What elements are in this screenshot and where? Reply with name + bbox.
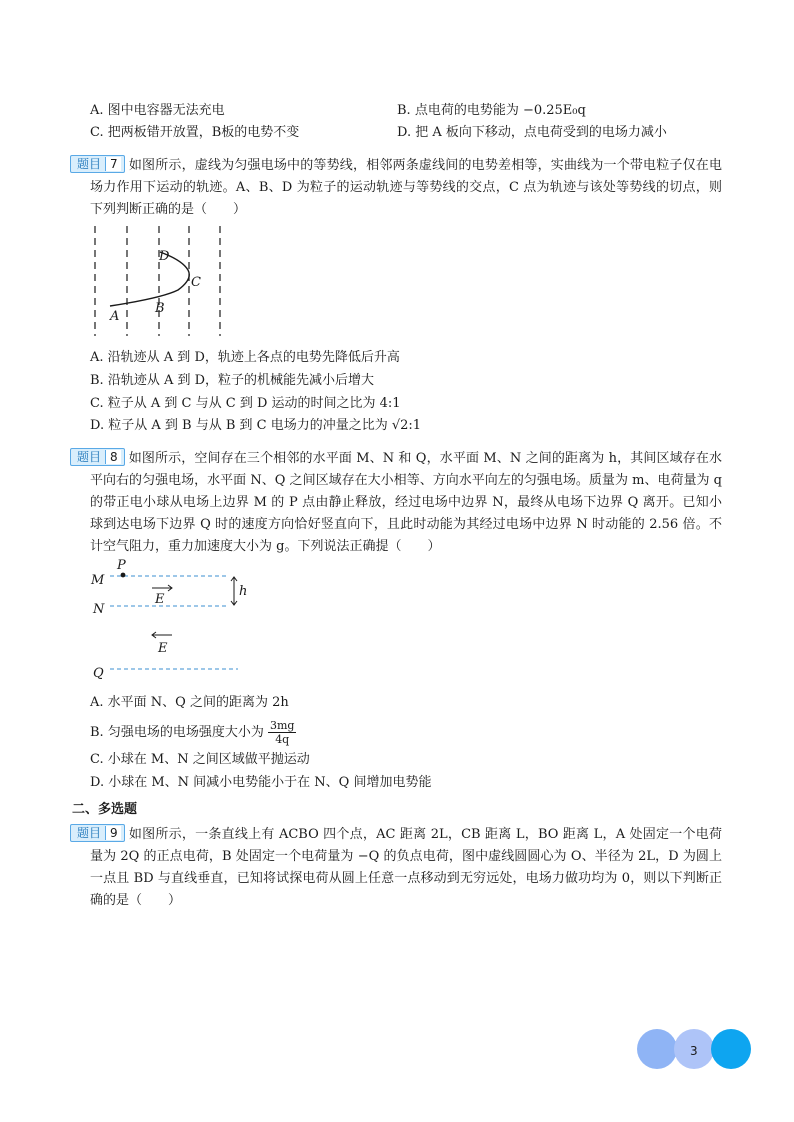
q7-figure bbox=[90, 222, 230, 340]
page-circle-left bbox=[637, 1029, 677, 1069]
field-e-left-label: E bbox=[158, 641, 168, 656]
point-p-dot bbox=[121, 573, 126, 578]
field-e-right-label: E bbox=[155, 592, 165, 607]
page-circle-right bbox=[711, 1029, 751, 1069]
q6-option-a: A. 图中电容器无法充电 bbox=[90, 103, 225, 118]
q8-figure bbox=[88, 556, 258, 682]
q8-option-c: C. 小球在 M、N 之间区域做平抛运动 bbox=[90, 752, 310, 767]
plane-m-label: M bbox=[91, 573, 105, 588]
q7-option-c: C. 粒子从 A 到 C 与从 C 到 D 运动的时间之比为 4:1 bbox=[90, 396, 401, 411]
point-p-label: P bbox=[117, 558, 126, 573]
point-a-label: A bbox=[110, 309, 120, 324]
q9-stem: 题目 9 如图所示，一条直线上有 ACBO 四个点，AC 距离 2L，CB 距离 L，BO 距离 L，A 处固定一个电荷量为 2Q 的正点电荷，B 处固定一个电荷量为 −Q 的负点电荷，图中虚线圆圆心为 O、半径为 2L，D 为圆上一点且 BD 与直线垂直，已知将试探电荷从圆上任意一点移动到无穷远处，电场力做功均为 0，则以下判断正确的是（ ） bbox=[90, 824, 722, 912]
q8-stem: 题目 8 如图所示，空间存在三个相邻的水平面 M、N 和 Q，水平面 M、N 之间的距离为 h，其间区域存在水平向右的匀强电场，水平面 N、Q 之间区域存在大小相等、方向水平向左的匀强电场。质量为 m、电荷量为 q 的带正电小球从电场上边界 M 的 P 点由静止释放，经过电场中边界 N，最终从电场下边界 Q 离开。已知小球到达电场下边界 Q 时的速度方向恰好竖直向下，且此时动能为其经过电场中边界 N 时动能的 2.56 倍。不计空气阻力，重力加速度大小为 g。下列说法正确提（ ） bbox=[90, 448, 722, 558]
plane-n-label: N bbox=[93, 602, 105, 617]
question-tag: 题目 8 bbox=[70, 448, 125, 466]
q7-option-d: D. 粒子从 A 到 B 与从 B 到 C 电场力的冲量之比为 √2:1 bbox=[90, 418, 422, 433]
q8-option-d: D. 小球在 M、N 间减小电势能小于在 N、Q 间增加电势能 bbox=[90, 775, 432, 790]
q7-option-b: B. 沿轨迹从 A 到 D，粒子的机械能先减小后增大 bbox=[90, 373, 375, 388]
page-number: 3 bbox=[690, 1044, 698, 1058]
trajectory-curve bbox=[110, 252, 189, 306]
q8-option-b: B. 匀强电场的电场强度大小为 $\frac{3mg}{4q}$ bbox=[90, 719, 295, 746]
section-title: 二、多选题 bbox=[72, 802, 138, 817]
q7-option-a: A. 沿轨迹从 A 到 D，轨迹上各点的电势先降低后升高 bbox=[90, 350, 400, 365]
q6-option-c: C. 把两板错开放置，B板的电势不变 bbox=[90, 125, 300, 140]
question-tag: 题目 9 bbox=[70, 824, 125, 842]
point-b-label: B bbox=[155, 301, 165, 316]
point-d-label: D bbox=[159, 249, 170, 264]
plane-q-label: Q bbox=[93, 666, 104, 681]
q7-stem: 题目 7 如图所示，虚线为匀强电场中的等势线，相邻两条虚线间的电势差相等，实曲线为一个带电粒子仅在电场力作用下运动的轨迹。A、B、D 为粒子的运动轨迹与等势线的交点，C 点为轨迹与该处等势线的切点，则下列判断正确的是（ ） bbox=[90, 155, 722, 221]
q6-option-b: B. 点电荷的电势能为 −0.25E₀q bbox=[397, 103, 586, 118]
distance-h-label: h bbox=[239, 584, 248, 599]
point-c-label: C bbox=[191, 275, 201, 290]
question-tag: 题目 7 bbox=[70, 155, 125, 173]
field-strength-fraction: $\frac{3mg}{4q}$ bbox=[269, 719, 295, 746]
q6-option-d: D. 把 A 板向下移动，点电荷受到的电场力减小 bbox=[397, 125, 667, 140]
q8-option-a: A. 水平面 N、Q 之间的距离为 2h bbox=[90, 695, 289, 710]
